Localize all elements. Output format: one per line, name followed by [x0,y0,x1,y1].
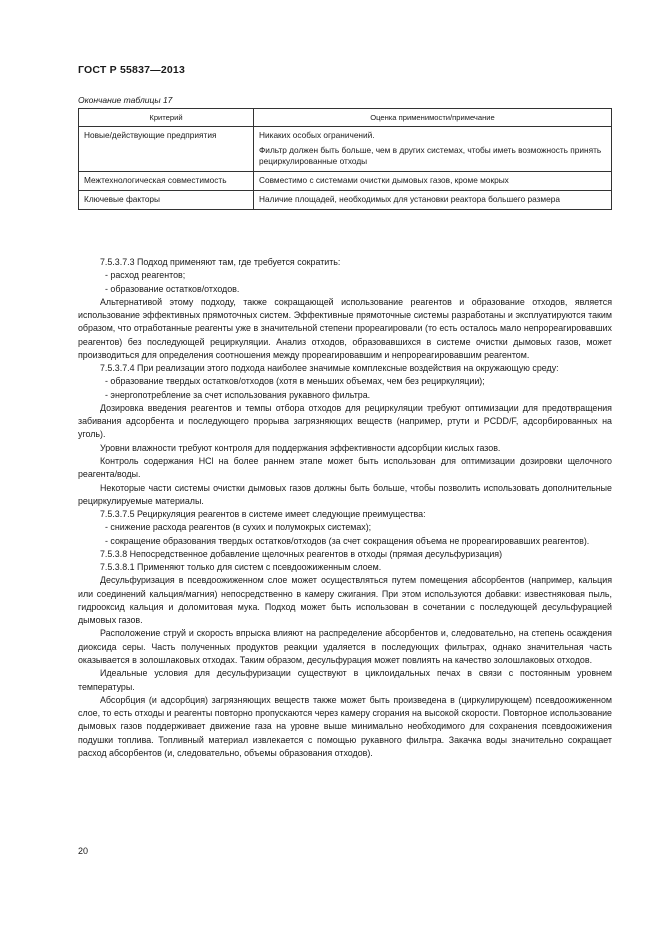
paragraph: 7.5.3.8.1 Применяют только для систем с псевдоожиженным слоем. [100,562,382,573]
paragraph: Уровни влажности требуют контроля для поддержания эффективности адсорбции кислых газов. [100,442,501,453]
paragraph: Десульфуризация в псевдоожиженном слое может осуществляться путем помещения абсорбентов (например, кальция или соединений кальция/магния) непосредственно в камеру сжигания. При этом используются добавки: известняковая пыль, гидрооксид кальция и доломитовая мука. Подход может быть использован в сочетании с последующей десульфурацией дымовых газов. [78,575,612,626]
paragraph: Абсорбция (и адсорбция) загрязняющих веществ также может быть произведена в (циркулирующем) псевдоожиженном слое, то есть отходы и реагенты повторно пропускаются через камеру сгорания на высокой скорости. Повторное использование дымовых газов поддерживает движение газа на уровне выше минимально необходимого для сохранения псевдоожижения подушки топлива. Топливный материал извлекается с помощью рукавного фильтра. Закачка воды значительно сокращает расход абсорбентов (и, следовательно, объемы образования отходов). [78,694,612,758]
list-item: - образование остатков/отходов. [105,283,240,294]
paragraph: Расположение струй и скорость впрыска влияют на распределение абсорбентов и, следовательно, на степень осаждения диоксида серы. Часть полученных продуктов реакции удаляется в последующих фильтрах, однако значительная часть оказывается в золошлаковых отходах. Таким образом, десульфурация может повлиять на качество золошлаковых отходов. [78,628,612,665]
assessment-cell [254,191,612,210]
body-text [78,256,612,760]
list-item: - образование твердых остатков/отходов (хотя в меньших объемах, чем без рециркуляции); [105,376,485,387]
assessment-text: Фильтр должен быть больше, чем в других системах, чтобы иметь возможность принять рециркулированные отходы [259,145,602,166]
paragraph: Некоторые части системы очистки дымовых газов должны быть больше, чтобы позволить использовать дополнительные рециркулируемые материалы. [78,482,612,506]
criterion-cell: Новые/действующие предприятия [79,127,254,172]
list-item: - энергопотребление за счет использования рукавного фильтра. [105,389,371,400]
paragraph: Контроль содержания HCl на более раннем этапе может быть использован для оптимизации дозировки щелочного реагента/воды. [78,455,612,480]
table-row [79,127,612,172]
criterion-cell: Ключевые факторы [79,191,254,210]
paragraph: 7.5.3.7.3 Подход применяют там, где требуется сократить: [100,257,341,267]
paragraph: 7.5.3.8 Непосредственное добавление щелочных реагентов в отходы (прямая десульфуризация) [100,548,503,559]
list-item: - снижение расхода реагентов (в сухих и полумокрых системах); [105,522,372,533]
page-number: 20 [78,846,89,856]
list-item: - расход реагентов; [105,270,186,281]
paragraph: Альтернативой этому подходу, также сокращающей использование реагентов и образование отходов, является использование эффективных прямоточных систем. Эффективные прямоточные системы разработаны и эксплуатируются таким образом, что отработанные реагенты уже в значительной степени прореагировали (то есть осталось мало непрореагировавших реагентов) без последующей рециркуляции. Анализ отходов, образовавшихся в системе очистки дымовых газов, может производиться для определения соотношения между прореагировавшим и непрореагировавшим реагентом. [78,296,612,360]
paragraph: 7.5.3.7.5 Рециркуляция реагентов в системе имеет следующие преимущества: [100,509,426,520]
assessment-text: Совместимо с системами очистки дымовых газов, кроме мокрых [259,175,509,185]
assessment-text: Никаких особых ограничений. [259,130,375,140]
paragraph: Идеальные условия для десульфуризации существуют в циклоидальных печах в связи с постоянным уровнем температуры. [78,668,612,692]
table-row [79,191,612,210]
table-header-row [79,109,612,127]
paragraph: 7.5.3.7.4 При реализации этого подхода наиболее значимые комплексные воздействия на окружающую среду: [100,363,559,374]
assessment-cell [254,172,612,191]
criteria-table [78,108,612,210]
list-item: - сокращение образования твердых остатков/отходов (за счет сокращения объема не прореагировавших реагентов). [105,535,590,546]
table-row [79,172,612,191]
assessment-text: Наличие площадей, необходимых для установки реактора большего размера [259,194,560,204]
assessment-cell [254,127,612,172]
document-header: ГОСТ Р 55837—2013 [78,64,186,76]
column-header-assessment: Оценка применимости/примечание [254,109,612,127]
table-caption: Окончание таблицы 17 [78,95,173,105]
criterion-cell: Межтехнологическая совместимость [79,172,254,191]
column-header-criterion: Критерий [79,109,254,127]
paragraph: Дозировка введения реагентов и темпы отбора отходов для рециркуляции требуют оптимизации для предотвращения забивания адсорбента и последующего прорыва загрязняющих веществ (например, ртути и PCDD/F, адсорбированных на уголь). [78,402,612,440]
